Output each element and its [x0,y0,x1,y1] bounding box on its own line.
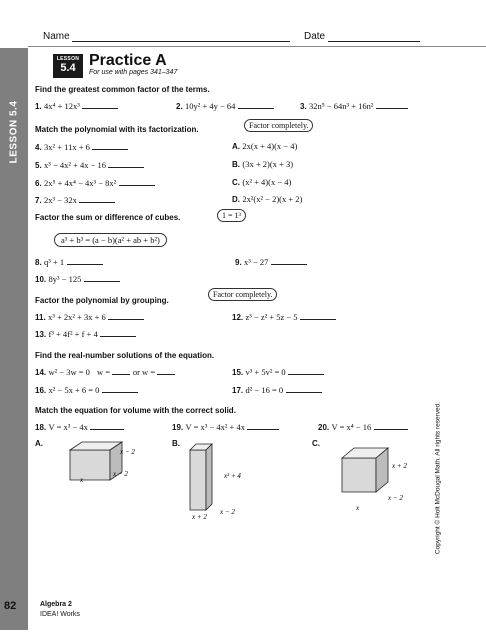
page-subtitle: For use with pages 341–347 [89,69,178,76]
badge-top: LESSON [56,56,80,62]
footer-series: IDEA! Works [40,611,80,618]
solid-a-label: x − 2 [113,470,128,478]
answer-blank[interactable] [271,256,307,265]
name-line [72,41,290,42]
answer-blank[interactable] [286,384,322,393]
instruction-cubes: Factor the sum or difference of cubes. [35,213,181,222]
hint-bubble-formula: a³ + b³ = (a − b)(a² + ab + b²) [54,233,167,247]
date-label: Date [304,31,326,42]
problem-9: 9. x³ − 27 [235,256,307,267]
problem-20: 20. V = x⁴ − 16 [318,421,408,432]
solid-c-label: x + 2 [392,462,407,470]
solid-c-label: x − 2 [388,494,403,502]
solid-b-label: x + 2 [192,513,207,521]
hint-bubble: Factor completely. [244,119,313,132]
problem-1: 1. 4x⁴ + 12x³ [35,100,118,111]
instruction-gcf: Find the greatest common factor of the terms. [35,85,210,94]
answer-blank[interactable] [102,384,138,393]
date-line [328,41,420,42]
problem-5: 5. x³ − 4x² + 4x − 16 [35,159,144,170]
solid-c-letter: C. [312,439,320,448]
page-title: Practice A [89,52,167,69]
problem-19: 19. V = x³ − 4x² + 4x [172,421,279,432]
hint-bubble-grouping: Factor completely. [208,288,277,301]
choice-c: C. (x² + 4)(x − 4) [232,177,292,187]
answer-blank[interactable] [108,159,144,168]
answer-blank[interactable] [92,141,128,150]
header-rule [28,46,486,47]
problem-4: 4. 3x² + 11x + 6 [35,141,128,152]
badge-number: 5.4 [60,62,76,74]
instruction-solutions: Find the real-number solutions of the equation. [35,351,215,360]
solid-a-label-x [78,472,98,486]
solid-b-label: x² + 4 [224,472,241,480]
answer-blank[interactable] [247,421,279,430]
copyright-notice: Copyright © Holt McDougal Math. All rights reserved. [434,401,442,555]
problem-8: 8. q³ + 1 [35,256,103,267]
solid-a-letter: A. [35,439,43,448]
problem-6: 6. 2x⁵ + 4x⁴ − 4x³ − 8x² [35,177,155,188]
answer-blank[interactable] [119,177,155,186]
solid-c-labels [340,458,414,514]
answer-blank[interactable] [112,366,130,375]
problem-15: 15. v³ + 5v² = 0 [232,366,324,377]
answer-blank[interactable] [84,273,120,282]
solid-c-label: x [356,504,360,512]
solid-a-labels [110,444,146,490]
choice-b: B. (3x + 2)(x + 3) [232,159,294,169]
problem-3: 3. 32n⁵ − 64n³ + 16n² [300,100,408,111]
name-label: Name [43,31,70,42]
svg-text:x: x [80,476,84,484]
answer-blank[interactable] [67,256,103,265]
answer-blank[interactable] [376,100,408,109]
date-field [304,31,420,42]
problem-14: 14. w² − 3w = 0 w = or w = [35,366,175,377]
problem-17: 17. d² − 16 = 0 [232,384,322,395]
lesson-badge [53,54,83,78]
choice-a: A. 2x(x + 4)(x − 4) [232,141,298,151]
answer-blank[interactable] [288,366,324,375]
choice-d: D. 2x²(x² − 2)(x + 2) [232,194,303,204]
solid-b-label: x − 2 [220,508,235,516]
problem-7: 7. 2x³ − 32x [35,194,115,205]
problem-13: 13. f³ + 4f² + f + 4 [35,328,136,339]
solid-b-labels [192,462,252,522]
solid-a-label: x − 2 [120,448,135,456]
answer-blank[interactable] [374,421,408,430]
answer-blank[interactable] [157,366,175,375]
instruction-volume: Match the equation for volume with the correct solid. [35,406,236,415]
instruction-match: Match the polynomial with its factorization. [35,125,199,134]
problem-2: 2. 10y² + 4y − 64 [176,100,274,111]
hint-bubble-cube: 1 = 1³ [217,209,246,222]
answer-blank[interactable] [108,311,144,320]
problem-18: 18. V = x³ − 4x [35,421,124,432]
answer-blank[interactable] [79,194,115,203]
answer-blank[interactable] [238,100,274,109]
answer-blank[interactable] [300,311,336,320]
footer-book: Algebra 2 [40,601,72,608]
problem-12: 12. z³ − z² + 5z − 5 [232,311,336,322]
problem-10: 10. 8y³ − 125 [35,273,120,284]
answer-blank[interactable] [82,100,118,109]
answer-blank[interactable] [100,328,136,337]
problem-16: 16. x² − 5x + 6 = 0 [35,384,138,395]
instruction-grouping: Factor the polynomial by grouping. [35,296,169,305]
solid-b-letter: B. [172,439,180,448]
answer-blank[interactable] [90,421,124,430]
name-field [43,31,290,42]
problem-11: 11. x³ + 2x² + 3x + 6 [35,311,144,322]
sidebar-label: LESSON 5.4 [8,100,20,164]
page-number: 82 [4,600,17,612]
